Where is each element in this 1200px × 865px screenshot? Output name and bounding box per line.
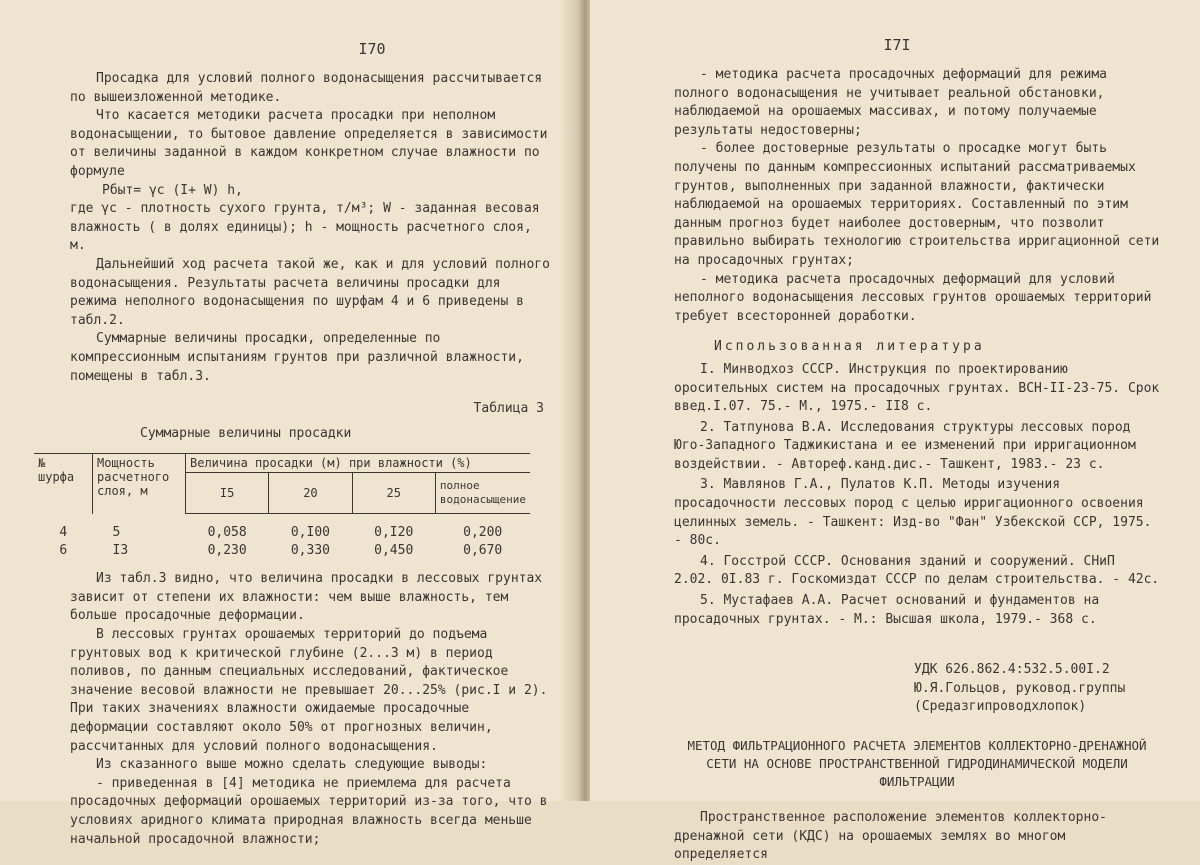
organization: (Средазгипроводхлопок) [914,699,1087,715]
references-title: Использованная литература [714,339,985,355]
cell: 0,670 [463,543,503,559]
paragraph: - методика расчета просадочных деформаций для режима полного водонасыщения не учитывает реальной обстановки, наблюдаемой на орошаемых массивах, и потому получаемые результаты недостоверны; [674,67,1107,138]
cell: 0,230 [207,543,247,559]
paragraph: Суммарные величины просадки, определенные по компрессионным испытаниям грунтов при различной влажности, помещены в табл.3. [70,331,524,384]
cell: 0,I00 [290,525,330,541]
cell: 4 [59,525,68,541]
table-row [34,514,530,543]
paragraph: Из сказанного выше можно сделать следующие выводы: [96,757,488,773]
udk-code: УДК 626.862.4:532.5.00I.2 [914,662,1110,678]
header-thickness: Мощность расчетного слоя, м [93,454,186,514]
paragraph: - приведенная в [4] методика не приемлема для расчета просадочных деформаций орошаемых территорий из-за того, что в условиях аридного климата природная влажность всегда меньше начальной просадочной влажности; [70,775,548,847]
paragraph: - более достоверные результаты о просадке могут быть получены по данным компрессионных испытаний рассматриваемых грунтов, выполненных при заданной влажности, фактически наблюдаемой на орошаемых территориях. Составленный по этим данным прогноз будет наиболее достоверным, что позволит правильно выбирать технологию строительства ирригационной сети на просадочных грунтах; [674,141,1160,268]
paragraph: где γc - плотность сухого грунта, т/м³; W - заданная весовая влажность ( в долях единицы); h - мощность расчетного слоя, м. [70,201,540,254]
paragraph: Из табл.3 видно, что величина просадки в лессовых грунтах зависит от степени их влажности: чем выше влажность, тем больше просадочные деформации. [70,571,543,624]
cell: I3 [112,543,129,559]
table-caption: Таблица 3 [473,401,544,417]
cell: 0,450 [374,543,414,559]
cell: 6 [59,543,68,559]
paragraph: В лессовых грунтах орошаемых территорий до подъема грунтовых вод к критической глубине (2...3 м) в период поливов, по данным специальных исследований, фактическое значение весовой влажности не превышает 20...25% (рис.I и 2). При таких значениях влажности ожидаемые просадочные деформации составляют около 50% от прогнозных величин, рассчитанных для условий полного водонасыщения. [70,627,548,754]
header-moisture-group: Величина просадки (м) при влажности (%) [186,454,531,473]
table-title: Суммарные величины просадки [140,425,352,441]
cell: 0,058 [207,525,247,541]
header-moisture-25: 25 [352,473,435,514]
paragraph: Что касается методики расчета просадки при неполном водонасыщении, то бытовое давление определяется в зависимости от величины заданной в каждом конкретном случае влажности по формуле [70,108,548,179]
right-page [590,0,1200,863]
left-page [0,0,580,847]
header-moisture-15: I5 [186,473,269,514]
paragraph: Просадка для условий полного водонасыщения рассчитывается по вышеизложенной методике. [70,71,543,105]
header-full-saturation: полное водонасыщение [435,473,530,514]
reference-item: I. Минводхоз СССР. Инструкция по проектированию оросительных систем на просадочных грунтах. ВСН-II-23-75. Срок введ.I.07. 75.- М., 1975.- II8 с. [674,361,1160,415]
cell: 0,200 [463,525,503,541]
page-number: I70 [358,40,386,58]
cell: 5 [112,525,121,541]
cell: 0,330 [290,543,330,559]
header-pit: № шурфа [34,454,93,514]
author-line: Ю.Я.Гольцов, руковод.группы [914,680,1126,696]
subsidence-table [34,453,530,560]
table-row [34,542,530,560]
page-number: I7I [883,36,911,54]
paragraph: Пространственное расположение элементов коллекторно-дренажной сети (КДС) на орошаемых землях во многом определяется [674,810,1107,863]
article-heading: МЕТОД ФИЛЬТРАЦИОННОГО РАСЧЕТА ЭЛЕМЕНТОВ КОЛЛЕКТОРНО-ДРЕНАЖНОЙ СЕТИ НА ОСНОВЕ ПРОСТРАНСТВЕННОЙ ГИДРОДИНАМИЧЕСКОЙ МОДЕЛИ ФИЛЬТРАЦИИ [687,738,1147,789]
reference-item: 3. Мавлянов Г.А., Пулатов К.П. Методы изучения просадочности лессовых пород с целью ирригационного освоения целинных земель. - Ташкент: Изд-во "Фан" Узбекской ССР, 1975. - 80с. [674,477,1152,549]
reference-item: 2. Татпунова В.А. Исследования структуры лессовых пород Юго-Западного Таджикистана и ее изменений при ирригационном воздействии. - Автореф.канд.дис.- Ташкент, 1983.- 23 с. [674,419,1136,472]
cell: 0,I20 [374,525,414,541]
header-moisture-20: 20 [269,473,352,514]
paragraph: Дальнейший ход расчета такой же, как и для условий полного водонасыщения. Результаты расчета величины просадки для режима неполного водонасыщения по шурфам 4 и 6 приведены в табл.2. [70,256,550,328]
formula: Pбыт= γc (I+ W) h, [102,182,243,198]
paragraph: - методика расчета просадочных деформаций для условий неполного водонасыщения лессовых грунтов орошаемых территорий требует всесторонней доработки. [674,271,1152,324]
reference-item: 5. Мустафаев А.А. Расчет оснований и фундаментов на просадочных грунтах. - М.: Высшая школа, 1979.- 368 с. [674,593,1100,627]
reference-item: 4. Госстрой СССР. Основания зданий и сооружений. СНиП 2.02. 0I.83 г. Госкомиздат СССР по делам строительства. - 42с. [674,553,1160,588]
